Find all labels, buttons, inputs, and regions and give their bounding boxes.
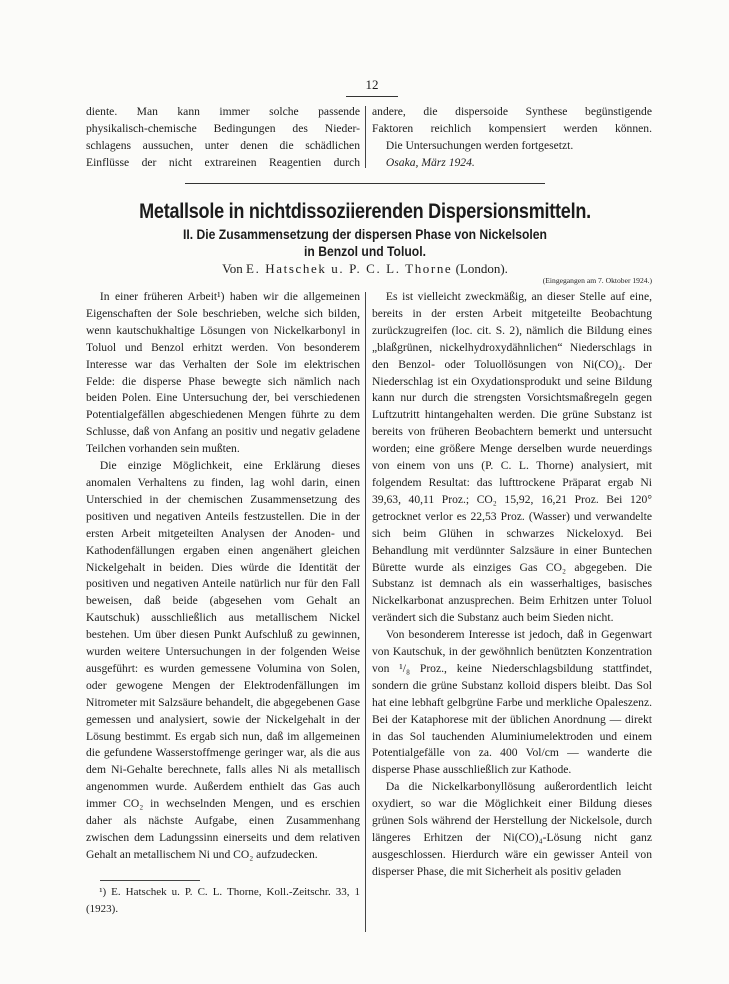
text-line: andere, die dispersoide Synthese begünstigende <box>372 105 652 118</box>
paragraph: Die einzige Möglichkeit, eine Erklärung dieses anomalen Verhaltens zu finden, lag wohl darin, einen Unterschied in der chemischen Zusammensetzung des positiven und negativen Anteils festzustellen. Die in der ersten Arbeit mitgeteilten Analysen der Anoden- und Kathodenfällungen ergaben einen angenähert gleichen Nickelgehalt in beiden. Dies würde die Identität der positiven und negativen Anteile natürlich nur für den Fall beweisen, daß beide (abgesehen vom Gehalt an Kautschuk) ausschließlich aus metallischem Nickel bestehen. Um über diesen Punkt Aufschluß zu gewinnen, wurden weitere Untersuchungen in der folgenden Weise ausgeführt: es wurden gemessene Volumina von Solen, oder gewogene Mengen der Elektrodenfällungen im Nitrometer mit Salzsäure behandelt, die abgegebenen Gase gemessen und analysiert, sowie der Nickelgehalt in der Lösung bestimmt. Es ergab sich nun, daß im allgemeinen die gefundene Wasserstoffmenge geringer war, als die aus dem Ni-Gehalte berechnete, falls alles Ni als metallisch angenommen wurde. Außerdem enthielt das Gas auch immer CO₂ in wechselnden Mengen, und es erschien daher als nächste Aufgabe, einen Zusammenhang zwischen dem Ladungssinn einerseits und dem relativen Gehalt an metallischem Ni und CO₂ aufzudecken. <box>86 459 360 861</box>
column-divider-top <box>365 106 366 168</box>
article-subtitle <box>154 226 577 260</box>
text-line: schlagens aussuchen, unter denen die schädlichen <box>86 138 360 152</box>
column-divider <box>365 292 366 932</box>
text-line: Einflüsse der nicht extrareinen Reagentien durch <box>86 155 360 169</box>
paragraph: Da die Nickelkarbonyllösung außerordentlich leicht oxydiert, so war die Möglichkeit einer Bildung dieses grünen Sols während der Herstellung der Nickelsole, durch längeres Erhitzen der Ni(CO)₄-Lösung nicht ganz ausgeschlossen. Hierdurch wäre ein gewisser Anteil von disperser Phase, die mit Sicherheit als positiv geladen <box>372 780 652 878</box>
author-line <box>200 261 530 277</box>
paragraph: Es ist vielleicht zweckmäßig, an dieser Stelle auf eine, bereits in der ersten Arbeit mitgeteilte Beobachtung zurückzugreifen (loc. cit. S. 2), nämlich die Bildung eines „blaßgrünen, nickelhydroxydähnlichen“ Niederschlags in den Benzol- oder Toluollösungen von Ni(CO)₄. Der Niederschlag ist ein Oxydationsprodukt und seine Bildung kann nur durch die strengsten Vorsichtsmaßregeln gegen Luftzutritt hintangehalten werden. Die grüne Substanz ist bereits von früheren Beobachtern bemerkt und untersucht worden; eine größere Menge derselben wurde neuerdings von einem von uns (P. C. L. Thorne) analysiert, mit folgendem Resultat: das lufttrockene Präparat ergab Ni 39,63, 40,11 Proz.; CO₂ 15,92, 16,21 Proz. Bei 120° getrocknet verlor es 22,53 Proz. (Wasser) und verwandelte sich beim Glühen in schwarzes Nickeloxyd. Bei Behandlung mit verdünnter Salzsäure in einer Buntechen Bürette wurde als einziges Gas CO₂ abgegeben. Die Substanz ist demnach als ein wasserhaltiges, basisches Nickelkarbonat anzusprechen. Beim Erhitzen unter Toluol verändert sich die Substanz auch beim Sieden nicht. <box>372 290 652 625</box>
top-right-text <box>372 104 652 172</box>
footnote: ¹) E. Hatschek u. P. C. L. Thorne, Koll.-Zeitschr. 33, 1 (1923). <box>86 886 360 915</box>
text-line: Die Untersuchungen werden fortgesetzt. <box>385 138 574 152</box>
article-title: Metallsole in nichtdissoziierenden Dispersionsmitteln. <box>139 200 591 223</box>
top-left-text <box>86 104 360 172</box>
section-divider <box>185 183 545 184</box>
right-column <box>372 289 652 881</box>
dateline: Osaka, März 1924. <box>385 155 475 169</box>
received-date: (Eingegangen am 7. Oktober 1924.) <box>542 276 652 285</box>
subtitle-line: in Benzol und Toluol. <box>304 244 426 259</box>
authors-prefix: Von <box>222 261 243 276</box>
paragraph: Von besonderem Interesse ist jedoch, daß in Gegenwart von Kautschuk, in der gewöhnlich benützten Konzentration von ¹/₈ Proz., keine Niederschlagsbildung stattfindet, sondern die grüne Substanz kolloid dispers bleibt. Das Sol hat eine lebhaft gelbgrüne Farbe und merkliche Opaleszenz. Bei der Kataphorese mit der üblichen Anordnung — direkt in das Sol tauchenden Aluminiumelektroden und einem Potentialgefälle von za. 400 Vol/cm — wanderte die disperse Phase ausschließlich zur Kathode. <box>372 628 652 777</box>
page-number-rule <box>346 96 398 97</box>
left-column <box>86 289 360 864</box>
page-number: 12 <box>365 77 379 92</box>
text-line: diente. Man kann immer solche passende <box>86 105 360 118</box>
text-line: Faktoren reichlich kompensiert werden können. <box>372 121 652 135</box>
text-line: physikalisch-chemische Bedingungen des Nieder- <box>86 121 360 135</box>
affiliation: (London). <box>455 261 508 276</box>
paragraph: In einer früheren Arbeit¹) haben wir die allgemeinen Eigenschaften der Sole beschrieben, welche sich bilden, wenn kautschukhaltige Lösungen von Nickelkarbonyl in Toluol und Benzol erhitzt werden. Von besonderem Interesse war das Verhalten der Sole im elektrischen Felde: die disperse Phase bewegte sich nämlich nach beiden Polen. Eine Untersuchung der, bei verschiedenen Potentialgefällen abgeschiedenen Mengen führte zu dem Schlusse, daß von Anfang an positiv und negativ geladene Teilchen vorhanden sein mußten. <box>86 290 360 456</box>
subtitle-line: II. Die Zusammensetzung der dispersen Phase von Nickelsolen <box>183 227 547 242</box>
authors: E. Hatschek u. P. C. L. Thorne <box>246 261 453 276</box>
footnote-rule <box>100 880 200 881</box>
